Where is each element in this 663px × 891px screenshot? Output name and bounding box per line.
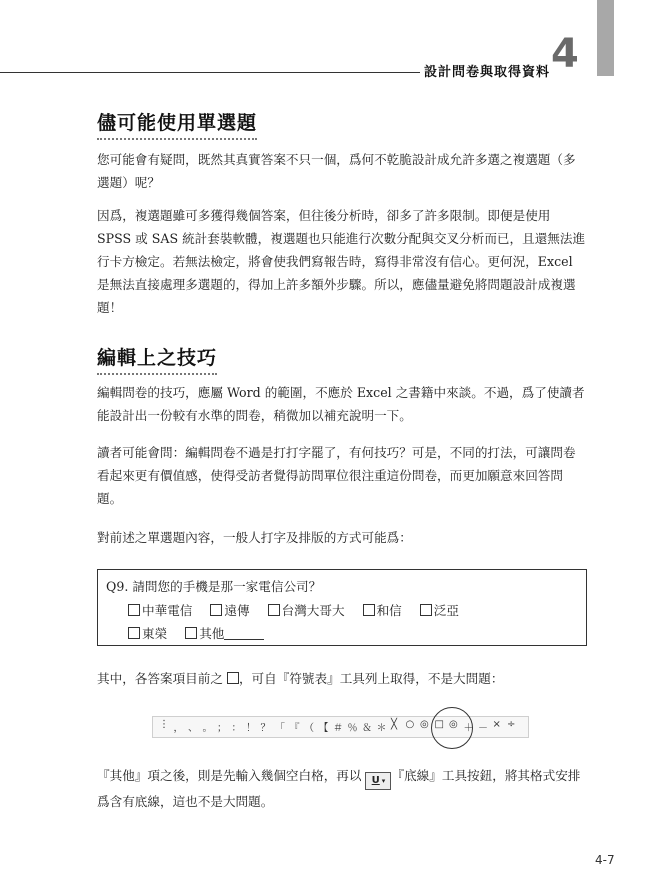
toolbar-symbol[interactable]: ＆ xyxy=(362,723,372,734)
checkbox-icon xyxy=(210,604,222,616)
toolbar-symbol[interactable]: ◎ xyxy=(420,719,429,730)
toolbar-symbol[interactable]: 。 xyxy=(202,723,213,734)
underline-button-icon: U ▾ xyxy=(365,772,391,790)
option-item: 東榮 xyxy=(128,623,167,642)
toolbar-symbol[interactable]: ◎ xyxy=(449,719,458,730)
symbol-toolbar xyxy=(152,716,529,738)
toolbar-symbol[interactable]: ÷ xyxy=(507,719,516,730)
checkbox-icon xyxy=(128,627,140,639)
blank-underline xyxy=(224,627,264,640)
option-item: 中華電信 xyxy=(128,600,192,619)
question-example-box xyxy=(97,569,587,646)
toolbar-symbol[interactable]: ！ xyxy=(246,723,256,734)
paragraph-6: 其中，各答案項目前之 ，可自『符號表』工具列上取得，不是大問題： xyxy=(97,671,504,686)
paragraph-2: 因爲，複選題雖可多獲得幾個答案，但往後分析時，卻多了許多限制。即便是使用 SPSS 或 SAS 統計套裝軟體，複選題也只能進行次數分配與交叉分析而已，且還無法進行卡方檢定。若無法檢定，將會使我們寫報告時，寫得非常沒有信心。更何況，Excel 是無法直接處理多選題的，得加上許多額外步驟。所以，應儘量避免將問題設計成複選題！ xyxy=(97,208,586,315)
toolbar-symbol[interactable]: ， xyxy=(173,723,184,734)
toolbar-symbol[interactable]: ？ xyxy=(260,723,271,734)
options-row-2 xyxy=(128,623,264,642)
toolbar-symbol[interactable]: ％ xyxy=(347,723,358,734)
toolbar-symbol[interactable]: ○ xyxy=(405,719,415,730)
section-heading-single-choice: 儘可能使用單選題 xyxy=(97,108,257,140)
section-heading-editing-tips: 編輯上之技巧 xyxy=(97,343,217,375)
option-item: 台灣大哥大 xyxy=(268,600,345,619)
chapter-title: 設計問卷與取得資料 xyxy=(424,65,551,80)
options-row-1 xyxy=(128,600,473,619)
toolbar-symbol[interactable]: □ xyxy=(434,719,444,730)
paragraph-1: 您可能會有疑問，既然其真實答案不只一個，爲何不乾脆設計成允許多選之複選題（多選題）呢？ xyxy=(97,152,576,190)
toolbar-symbol[interactable]: 「 xyxy=(275,723,285,734)
header-rule xyxy=(0,72,420,73)
toolbar-symbol[interactable]: （ xyxy=(304,723,314,734)
option-item: 遠傳 xyxy=(210,600,249,619)
chapter-number: 4 xyxy=(551,31,579,77)
checkbox-icon xyxy=(227,672,239,684)
checkbox-icon xyxy=(420,604,432,616)
toolbar-symbol[interactable]: － xyxy=(478,723,488,734)
toolbar-symbol[interactable]: ＃ xyxy=(333,723,343,734)
chapter-tab-bar xyxy=(597,0,614,76)
option-item: 其他 xyxy=(185,623,264,642)
toolbar-symbol[interactable]: ╳ xyxy=(391,719,398,730)
toolbar-symbol[interactable]: 【 xyxy=(318,723,329,734)
paragraph-5: 對前述之單選題內容，一般人打字及排版的方式可能爲： xyxy=(97,530,412,545)
checkbox-icon xyxy=(268,604,280,616)
toolbar-symbol[interactable]: 『 xyxy=(289,723,300,734)
option-item: 和信 xyxy=(363,600,402,619)
toolbar-symbol[interactable]: ＊ xyxy=(376,723,387,734)
paragraph-4: 讀者可能會問：編輯問卷不過是打打字罷了，有何技巧？可是，不同的打法，可讓問卷看起來更有價值感，使得受訪者覺得訪問單位很注重這份問卷，而更加願意來回答問題。 xyxy=(97,445,576,506)
toolbar-symbol[interactable]: ； xyxy=(217,723,227,734)
paragraph-7: 『其他』項之後，則是先輸入幾個空白格，再以 U ▾ 『底線』工具按鈕，將其格式安排爲含有底線，這也不是大問題。 xyxy=(97,768,581,809)
toolbar-symbol[interactable]: 、 xyxy=(188,723,198,734)
toolbar-symbol[interactable]: ⋮ xyxy=(159,719,169,730)
question-text: Q9. 請問您的手機是那一家電信公司？ xyxy=(106,579,322,594)
page-number: 4-7 xyxy=(595,853,615,867)
toolbar-symbol[interactable]: ＋ xyxy=(463,723,474,734)
checkbox-icon xyxy=(363,604,375,616)
toolbar-symbol[interactable]: ： xyxy=(231,723,242,734)
toolbar-symbol[interactable]: × xyxy=(492,719,501,730)
option-item: 泛亞 xyxy=(420,600,459,619)
checkbox-icon xyxy=(128,604,140,616)
checkbox-icon xyxy=(185,627,197,639)
paragraph-3: 編輯問卷的技巧，應屬 Word 的範圍，不應於 Excel 之書籍中來談。不過，爲了使讀者能設計出一份較有水準的問卷，稍微加以補充說明一下。 xyxy=(97,385,585,423)
